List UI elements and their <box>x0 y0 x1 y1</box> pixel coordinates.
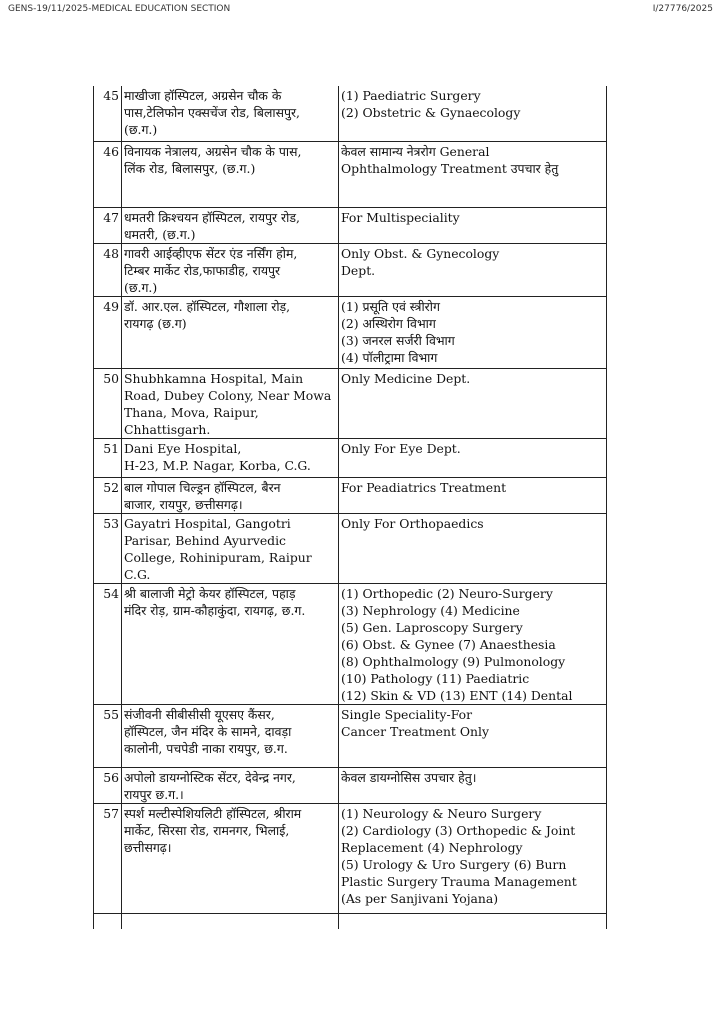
table-row-continued <box>94 913 607 929</box>
serial-number: 46 <box>94 141 122 207</box>
speciality <box>339 207 607 243</box>
address-line: बाजार, रायपुर, छत्तीसगढ़। <box>124 496 243 512</box>
address-line: लिंक रोड, बिलासपुर, (छ.ग.) <box>124 160 256 176</box>
address-line: बाल गोपाल चिल्ड्रन हॉस्पिटल, बैरन <box>124 479 281 495</box>
address-line: पास,टेलिफोन एक्सचेंज रोड, बिलासपुर, <box>124 105 300 120</box>
speciality-line: (1) Neurology & Neuro Surgery <box>341 805 542 821</box>
speciality <box>339 296 607 368</box>
speciality-line: (3) Nephrology (4) Medicine <box>341 602 520 618</box>
page-header-left: GENS-19/11/2025-MEDICAL EDUCATION SECTION <box>8 4 231 14</box>
address-line: टिम्बर मार्केट रोड,फाफाडीह, रायपुर <box>124 262 281 278</box>
serial-number: 49 <box>94 296 122 368</box>
hospital-name-address <box>122 513 339 583</box>
speciality-line: Ophthalmology Treatment उपचार हेतु <box>341 160 559 176</box>
address-line: डॉ. आर.एल. हॉस्पिटल, गौशाला रोड़, <box>124 298 291 314</box>
address-line: गावरी आईव्हीएफ सेंटर एंड नर्सिंग होम, <box>124 245 298 261</box>
speciality <box>339 86 607 141</box>
table-row <box>94 207 607 243</box>
speciality <box>339 438 607 477</box>
page-header-right: I/27776/2025 <box>652 4 713 14</box>
speciality-line: (6) Obst. & Gynee (7) Anaesthesia <box>341 636 556 652</box>
speciality-line: (1) प्रसूति एवं स्त्रीरोग <box>341 298 440 314</box>
table-row <box>94 767 607 803</box>
serial-number: 50 <box>94 368 122 438</box>
serial-number: 57 <box>94 803 122 913</box>
speciality <box>339 583 607 704</box>
serial-number: 51 <box>94 438 122 477</box>
speciality-line: Only Medicine Dept. <box>341 370 471 386</box>
address-line: Chhattisgarh. <box>124 421 211 437</box>
speciality-line: केवल डायग्नोसिस उपचार हेतु। <box>341 769 477 785</box>
hospital-name-address <box>122 803 339 913</box>
empty-cell <box>339 913 607 929</box>
address-line: संजीवनी सीबीसीसी यूएसए कैंसर, <box>124 706 275 722</box>
address-line: Parisar, Behind Ayurvedic <box>124 532 286 548</box>
speciality-line: Plastic Surgery Trauma Management <box>341 873 577 889</box>
table-row <box>94 86 607 141</box>
speciality-line: Only Obst. & Gynecology <box>341 245 500 261</box>
speciality-line: (1) Orthopedic (2) Neuro-Surgery <box>341 585 553 601</box>
speciality-line: (12) Skin & VD (13) ENT (14) Dental <box>341 687 573 703</box>
speciality <box>339 767 607 803</box>
speciality <box>339 477 607 513</box>
speciality <box>339 243 607 296</box>
hospital-name-address <box>122 86 339 141</box>
speciality-line: Replacement (4) Nephrology <box>341 839 523 855</box>
address-line: Thana, Mova, Raipur, <box>124 404 259 420</box>
address-line: कालोनी, पचपेडी नाका रायपुर, छ.ग. <box>124 740 288 756</box>
address-line: (छ.ग.) <box>124 279 158 295</box>
speciality-line: For Peadiatrics Treatment <box>341 479 507 495</box>
serial-number: 52 <box>94 477 122 513</box>
address-line: Shubhkamna Hospital, Main <box>124 370 304 386</box>
address-line: छत्तीसगढ़। <box>124 839 172 855</box>
empty-cell <box>94 913 122 929</box>
speciality-line: Cancer Treatment Only <box>341 723 489 739</box>
hospital-name-address <box>122 141 339 207</box>
speciality-line: (10) Pathology (11) Paediatric <box>341 670 530 686</box>
table-row <box>94 583 607 704</box>
speciality-line: (5) Gen. Laproscopy Surgery <box>341 619 523 635</box>
table-row <box>94 141 607 207</box>
table-row <box>94 368 607 438</box>
hospital-name-address <box>122 767 339 803</box>
address-line: H-23, M.P. Nagar, Korba, C.G. <box>124 457 311 473</box>
speciality-line: Dept. <box>341 262 376 278</box>
hospital-name-address <box>122 207 339 243</box>
address-line: College, Rohinipuram, Raipur <box>124 549 312 565</box>
serial-number: 56 <box>94 767 122 803</box>
speciality-line: (1) Paediatric Surgery <box>341 88 481 103</box>
serial-number: 54 <box>94 583 122 704</box>
speciality-line: Only For Orthopaedics <box>341 515 484 531</box>
hospital-name-address <box>122 438 339 477</box>
speciality <box>339 141 607 207</box>
address-line: रायगढ़ (छ.ग) <box>124 315 187 331</box>
table-row <box>94 513 607 583</box>
serial-number: 55 <box>94 704 122 767</box>
speciality <box>339 513 607 583</box>
address-line: Gayatri Hospital, Gangotri <box>124 515 291 531</box>
speciality-line: केवल सामान्य नेत्ररोग General <box>341 143 490 159</box>
address-line: माखीजा हॉस्पिटल, अग्रसेन चौक के <box>124 88 282 103</box>
hospital-name-address <box>122 704 339 767</box>
table-row <box>94 438 607 477</box>
speciality-line: (3) जनरल सर्जरी विभाग <box>341 332 455 348</box>
speciality-line: (As per Sanjivani Yojana) <box>341 890 499 906</box>
address-line: धमतरी क्रिश्चयन हॉस्पिटल, रायपुर रोड, <box>124 209 300 225</box>
address-line: हॉस्पिटल, जैन मंदिर के सामने, दावड़ा <box>124 723 292 739</box>
speciality-line: (4) पॉलीट्रामा विभाग <box>341 349 438 365</box>
hospital-list-table <box>93 86 607 929</box>
speciality-line: (8) Ophthalmology (9) Pulmonology <box>341 653 566 669</box>
address-line: रायपुर छ.ग.। <box>124 786 184 802</box>
serial-number: 53 <box>94 513 122 583</box>
address-line: Dani Eye Hospital, <box>124 440 242 456</box>
hospital-name-address <box>122 243 339 296</box>
address-line: (छ.ग.) <box>124 122 158 137</box>
speciality-line: (2) अस्थिरोग विभाग <box>341 315 436 331</box>
speciality-line: Single Speciality-For <box>341 706 473 722</box>
speciality <box>339 368 607 438</box>
speciality-line: (2) Obstetric & Gynaecology <box>341 105 521 120</box>
speciality <box>339 803 607 913</box>
speciality-line: For Multispeciality <box>341 209 460 225</box>
hospital-name-address <box>122 583 339 704</box>
speciality <box>339 704 607 767</box>
hospital-name-address <box>122 368 339 438</box>
speciality-line: (5) Urology & Uro Surgery (6) Burn <box>341 856 567 872</box>
table-row <box>94 296 607 368</box>
table-row <box>94 704 607 767</box>
address-line: C.G. <box>124 566 151 582</box>
speciality-line: Only For Eye Dept. <box>341 440 461 456</box>
serial-number: 47 <box>94 207 122 243</box>
speciality-line: (2) Cardiology (3) Orthopedic & Joint <box>341 822 576 838</box>
empty-cell <box>122 913 339 929</box>
address-line: मंदिर रोड़, ग्राम-कौहाकुंदा, रायगढ़, छ.ग. <box>124 602 306 618</box>
address-line: श्री बालाजी मेट्रो केयर हॉस्पिटल, पहाड़ <box>124 585 296 601</box>
address-line: अपोलो डायग्नोस्टिक सेंटर, देवेन्द्र नगर, <box>124 769 296 785</box>
address-line: Road, Dubey Colony, Near Mowa <box>124 387 332 403</box>
table-row <box>94 243 607 296</box>
table-row <box>94 803 607 913</box>
serial-number: 48 <box>94 243 122 296</box>
address-line: स्पर्श मल्टीस्पेशियलिटी हॉस्पिटल, श्रीराम <box>124 805 302 821</box>
hospital-name-address <box>122 477 339 513</box>
address-line: धमतरी, (छ.ग.) <box>124 226 196 242</box>
address-line: मार्केट, सिरसा रोड, रामनगर, भिलाई, <box>124 822 290 838</box>
table-row <box>94 477 607 513</box>
address-line: विनायक नेत्रालय, अग्रसेन चौक के पास, <box>124 143 302 159</box>
serial-number: 45 <box>94 86 122 141</box>
hospital-name-address <box>122 296 339 368</box>
